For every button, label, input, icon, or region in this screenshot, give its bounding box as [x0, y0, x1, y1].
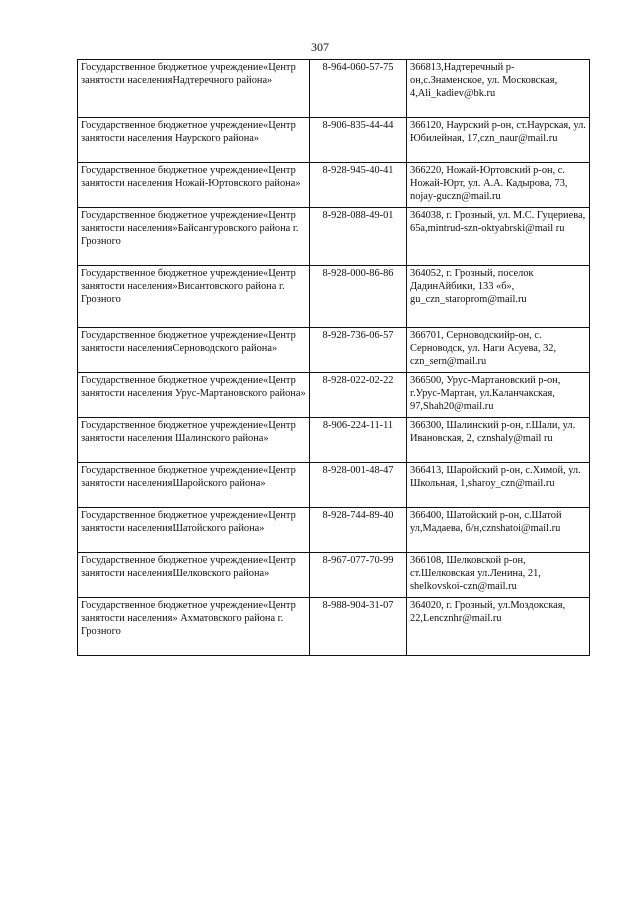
organization-name: Государственное бюджетное учреждение«Центр занятости населения» Ахматовского района г. Грозного	[78, 598, 310, 656]
table-row	[78, 373, 590, 418]
organization-name: Государственное бюджетное учреждение«Центр занятости населенияШаройского района»	[78, 463, 310, 508]
table-row	[78, 208, 590, 266]
phone-number: 8-906-835-44-44	[310, 118, 407, 163]
phone-number: 8-988-904-31-07	[310, 598, 407, 656]
organization-name: Государственное бюджетное учреждение«Центр занятости населения Наурского района»	[78, 118, 310, 163]
phone-number: 8-928-001-48-47	[310, 463, 407, 508]
address-email: 366701, Серноводскийр-он, с. Серноводск, ул. Наги Асуева, 32, czn_sern@mail.ru	[407, 328, 590, 373]
phone-number: 8-928-736-06-57	[310, 328, 407, 373]
phone-number: 8-964-060-57-75	[310, 60, 407, 118]
address-email: 364038, г. Грозный, ул. М.С. Гуцериева, 65a,mintrud-szn-oktyabrski@mail ru	[407, 208, 590, 266]
organization-name: Государственное бюджетное учреждение«Центр занятости населения Шалинского района»	[78, 418, 310, 463]
address-email: 364020, г. Грозный, ул.Моздокская, 22,Lencznhr@mail.ru	[407, 598, 590, 656]
phone-number: 8-928-744-89-40	[310, 508, 407, 553]
address-email: 366813,Надтеречный р-он,с.Знаменское, ул. Московская, 4,Ali_kadiev@bk.ru	[407, 60, 590, 118]
table-row	[78, 328, 590, 373]
address-email: 366400, Шатойский р-он, с.Шатой ул,Мадаева, б/н,cznshatoi@mail.ru	[407, 508, 590, 553]
phone-number: 8-928-945-40-41	[310, 163, 407, 208]
table-row	[78, 463, 590, 508]
employment-centers-table	[77, 59, 590, 656]
address-email: 366500, Урус-Мартановский р-он, г.Урус-Мартан, ул.Каланчакская, 97,Shah20@mail.ru	[407, 373, 590, 418]
organization-name: Государственное бюджетное учреждение«Центр занятости населения»Висантовского района г. Грозного	[78, 266, 310, 328]
table-row	[78, 163, 590, 208]
organization-name: Государственное бюджетное учреждение«Центр занятости населения Урус-Мартановского района»	[78, 373, 310, 418]
address-email: 366413, Шаройский р-он, с.Химой, ул. Школьная, 1,sharoy_czn@mail.ru	[407, 463, 590, 508]
table-row	[78, 508, 590, 553]
table-row	[78, 553, 590, 598]
address-email: 366120, Наурский р-он, ст.Наурская, ул. Юбилейная, 17,czn_naur@mail.ru	[407, 118, 590, 163]
phone-number: 8-967-077-70-99	[310, 553, 407, 598]
table-row	[78, 598, 590, 656]
organization-name: Государственное бюджетное учреждение«Центр занятости населенияШатойского района»	[78, 508, 310, 553]
organization-name: Государственное бюджетное учреждение«Центр занятости населения»Байсангуровского района г. Грозного	[78, 208, 310, 266]
organization-name: Государственное бюджетное учреждение«Центр занятости населенияСерноводского района»	[78, 328, 310, 373]
address-email: 364052, г. Грозный, поселок ДадинАйбики, 133 «б», gu_czn_staroprom@mail.ru	[407, 266, 590, 328]
phone-number: 8-906-224-11-11	[310, 418, 407, 463]
address-email: 366108, Шелковской р-он, ст.Шелковская ул.Ленина, 21, shelkovskoi-czn@mail.ru	[407, 553, 590, 598]
address-email: 366300, Шалинский р-он, г.Шали, ул. Ивановская, 2, cznshaly@mail ru	[407, 418, 590, 463]
phone-number: 8-928-022-02-22	[310, 373, 407, 418]
organization-name: Государственное бюджетное учреждение«Центр занятости населенияШелковского района»	[78, 553, 310, 598]
page-number: 307	[311, 40, 329, 54]
table-row	[78, 266, 590, 328]
table-row	[78, 60, 590, 118]
table-row	[78, 418, 590, 463]
table-row	[78, 118, 590, 163]
organization-name: Государственное бюджетное учреждение«Центр занятости населения Ножай-Юртовского района»	[78, 163, 310, 208]
organization-name: Государственное бюджетное учреждение«Центр занятости населенияНадтеречного района»	[78, 60, 310, 118]
phone-number: 8-928-000-86-86	[310, 266, 407, 328]
phone-number: 8-928-088-49-01	[310, 208, 407, 266]
address-email: 366220, Ножай-Юртовский р-он, с. Ножай-Юрт, ул. А.А. Кадырова, 73, nojay-guczn@mail.ru	[407, 163, 590, 208]
